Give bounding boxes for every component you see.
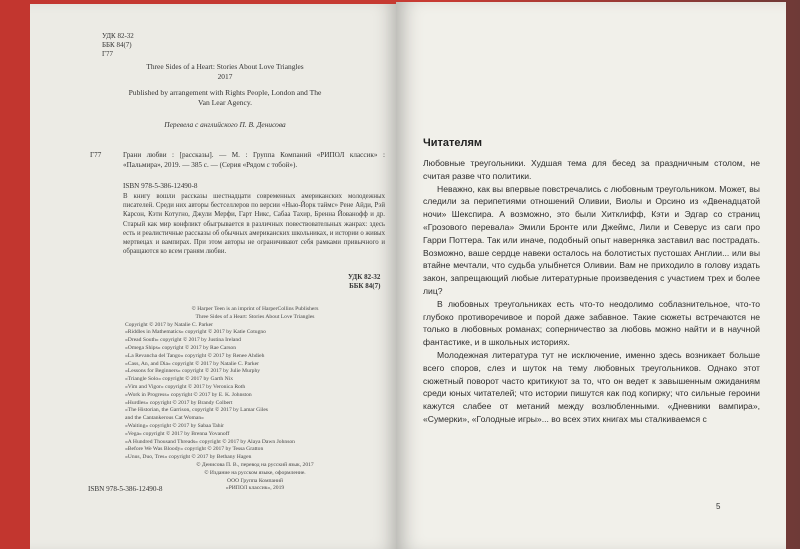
isbn-bottom: ISBN 978-5-386-12490-8	[88, 485, 163, 493]
copyright-line: «Triangle Solo» copyright © 2017 by Garth Nix	[125, 376, 233, 383]
isbn-top: ISBN 978-5-386-12490-8	[123, 182, 198, 190]
copyright-line: «Cass, An, and Dia» copyright © 2017 by Natalie C. Parker	[125, 360, 259, 367]
copyright-line: «Hurdles» copyright © 2017 by Brandy Colbert	[125, 399, 233, 406]
paragraph: Любовные треугольники. Худшая тема для бесед за праздничным столом, не считая разве что политики.	[423, 158, 760, 181]
copyright-line: «Before We Was Bloody» copyright © 2017 by Tessa Gratton	[125, 446, 264, 453]
copyright-line: «Vega» copyright © 2017 by Brenna Yovanoff	[125, 430, 230, 437]
copyright-line: «Dread South» copyright © 2017 by Justina Ireland	[125, 337, 241, 344]
bbk-line: ББК 84(7)	[102, 41, 132, 49]
copyright-line: © Harper Teen is an imprint of HarperCollins Publishers	[191, 306, 319, 312]
annotation: В книгу вошли рассказы шестнадцати современных американских молодежных писателей. Среди них авторы бестселлеров по версии «Нью-Йорк таймс» Рене Айди, Рэй Карсон, Кэти Котугно, Джули Мерфи, Гарт Никс, Сабаа Тахир, Бренна Йованофф и др. Старый как мир конфликт обыгрывается в различных повествовательных жанрах: здесь есть и реалистичные рассказы об обычных американских школьниках, и истории о живых мертвецах и вампирах. При этом авторы не ограничивают себя рамками привычного и обращаются ко всем граням любви.	[123, 193, 385, 256]
body-text	[423, 157, 760, 426]
paragraph: Неважно, как вы впервые повстречались с любовным треугольником. Может, вы следили за перипетиями отношений Оливии, Виолы и Орсино из «Двенадцатой ночи» Шекспира. А возможно, это были Хитклифф, Кэти и Эдгар со страниц «Грозового перевала» Эмили Бронте или Джеймс, Лили и Северус из саги про Гарри Поттера. Так или иначе, подобный опыт наверняка заставил вас пострадать. Возможно, ваше сердце навеки осталось на болотистых пустошах Англии... или вы втайне мечтали, что судьба улыбнется Оливии. Вам не приходило в голову издать закон, запрещающий любые литературные произведения с участием трех и более лиц?	[423, 183, 760, 296]
copyright-line: «Riddles in Mathematics» copyright © 2017 by Katie Cotugno	[125, 329, 266, 336]
udk-line: УДК 82-32	[102, 32, 134, 40]
copyright-line: «Work in Progress» copyright © 2017 by E. K. Johnston	[125, 391, 252, 398]
copyright-line: ООО Группа Компаний	[227, 477, 283, 484]
copyright-line: and the Cantankerous Cat Woman»	[125, 415, 204, 422]
bibliographic-description: Грани любви : [рассказы]. — М. : Группа Компаний «РИПОЛ классик» : «Пальмира», 2019. — 385 с. — (Серия «Рядом с тобой»).	[123, 151, 385, 169]
catalog-line: Г77	[102, 50, 114, 58]
copyright-line: «РИПОЛ классик», 2019	[225, 485, 285, 492]
catalog-code: Г77	[90, 151, 102, 159]
copyright-line: «La Revancha del Tango» copyright © 2017 by Renee Ahdieh	[125, 352, 265, 359]
copyright-line: © Издание на русском языке, оформление.	[204, 469, 306, 476]
publisher-line: Published by arrangement with Rights People, London and The Van Lear Agency.	[128, 88, 322, 107]
copyright-line: Three Sides of a Heart: Stories About Love Triangles	[195, 313, 315, 320]
paragraph: Молодежная литература тут не исключение, именно здесь возникает больше всего споров, слез и шуток на тему любовных треугольников. Однако этот сюжетный поворот часто критикуют за то, что он ведет к завышенным ожиданиям среди юных читателей; что истории пишутся как под копирку; что сильные героини кажутся слабее от метаний между возлюбленными. «Дневники вампира», «Сумерки», «Голодные игры»... во всех этих книгах мы сталкиваемся с	[423, 349, 760, 424]
copyright-line: «Omega Ships» copyright © 2017 by Rae Carson	[125, 344, 236, 351]
udk-block-right	[348, 273, 380, 291]
paragraph: В любовных треугольниках есть что-то неодолимо соблазнительное, что-то глубоко противоречивое и порой даже забавное. Такие сюжеты встречаются не только в любовных романах; соперничество за любовь можно найти и в научной фантастике, и в школьных историях.	[423, 298, 760, 348]
copyright-line: «A Hundred Thousand Threads» copyright © 2017 by Alaya Dawn Johnson	[125, 438, 295, 445]
copyright-line: «Waiting» copyright © 2017 by Sabaa Tahir	[125, 422, 225, 429]
copyright-line: Copyright © 2017 by Natalie C. Parker	[125, 321, 213, 328]
copyright-line: «Vim and Vigor» copyright © 2017 by Veronica Roth	[125, 383, 246, 390]
copyright-line: «Lessons for Beginners» copyright © 2017 by Julie Murphy	[125, 368, 261, 375]
bbk-line: ББК 84(7)	[349, 282, 381, 290]
chapter-title: Читателям	[423, 137, 483, 149]
udk-line: УДК 82-32	[348, 273, 381, 281]
page-number: 5	[716, 502, 721, 511]
copyright-line: «The Historian, the Garrison, copyright © 2017 by Lamar Giles	[125, 407, 268, 414]
right-page	[396, 2, 786, 549]
translation-credit: Перевела с английского П. В. Денисова	[164, 120, 286, 129]
original-title-text: Three Sides of a Heart: Stories About Love Triangles	[146, 62, 304, 71]
copyright-block	[125, 306, 385, 493]
original-year: 2017	[217, 72, 233, 81]
left-page	[30, 4, 396, 549]
copyright-line: «Unus, Duo, Tres» copyright © 2017 by Bethany Hagen	[125, 454, 252, 461]
original-title	[125, 62, 325, 82]
copyright-line: © Денисова П. В., перевод на русский язык, 2017	[196, 461, 314, 468]
udk-block-top	[102, 32, 134, 59]
